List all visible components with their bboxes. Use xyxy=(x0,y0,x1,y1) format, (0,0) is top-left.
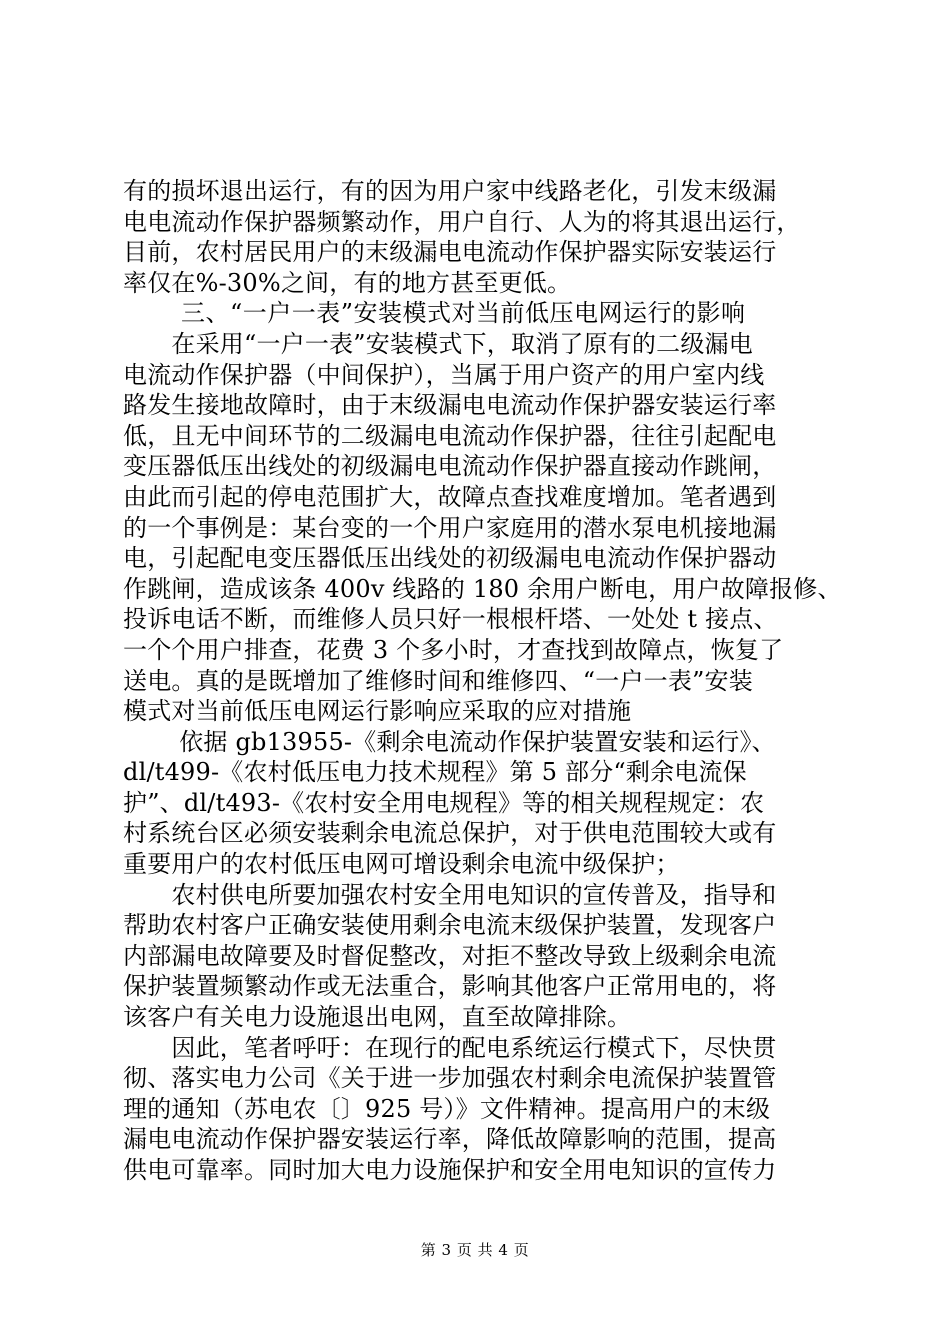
text-line: 投诉电话不断，而维修人员只好一根根杆塔、一处处 t 接点、 xyxy=(123,605,778,634)
text-line: 变压器低压出线处的初级漏电电流动作保护器直接动作跳闸， xyxy=(123,452,777,481)
text-line: 由此而引起的停电范围扩大，故障点查找难度增加。笔者遇到 xyxy=(123,482,777,511)
text-line: 供电可靠率。同时加大电力设施保护和安全用电知识的宣传力 xyxy=(123,1156,777,1184)
text-line: 帮助农村客户正确安装使用剩余电流末级保护装置，发现客户 xyxy=(123,911,777,940)
text-line: 村系统台区必须安装剩余电流总保护，对于供电范围较大或有 xyxy=(123,819,777,848)
text-line: 模式对当前低压电网运行影响应采取的应对措施 xyxy=(123,697,632,726)
text-line: 的一个事例是：某台变的一个用户家庭用的潜水泵电机接地漏 xyxy=(123,513,777,542)
text-line: 彻、落实电力公司《关于进一步加强农村剩余电流保护装置管 xyxy=(123,1064,777,1093)
text-line: 依据 gb13955-《剩余电流动作保护装置安装和运行》、 xyxy=(123,727,776,756)
text-line: 该客户有关电力设施退出电网，直至故障排除。 xyxy=(123,1003,632,1032)
text-line: 一个个用户排查，花费 3 个多小时，才查找到故障点，恢复了 xyxy=(123,635,784,664)
text-line: 率仅在%-30%之间，有的地方甚至更低。 xyxy=(123,268,572,297)
text-line: 内部漏电故障要及时督促整改，对拒不整改导致上级剩余电流 xyxy=(123,941,777,970)
text-line: 电流动作保护器（中间保护），当属于用户资产的用户室内线 xyxy=(123,360,765,389)
section-heading: 三、“一户一表”安装模式对当前低压电网运行的影响 xyxy=(181,299,746,328)
text-line: 路发生接地故障时，由于末级漏电电流动作保护器安装运行率 xyxy=(123,391,777,420)
text-line: 保护装置频繁动作或无法重合，影响其他客户正常用电的，将 xyxy=(123,972,777,1001)
text-line: 因此，笔者呼吁：在现行的配电系统运行模式下，尽快贯 xyxy=(123,1033,777,1062)
text-line: 作跳闸，造成该条 400v 线路的 180 余用户断电，用户故障报修、 xyxy=(123,574,842,603)
text-line: 电电流动作保护器频繁动作，用户自行、人为的将其退出运行， xyxy=(123,207,801,236)
text-line: 重要用户的农村低压电网可增设剩余电流中级保护； xyxy=(123,850,680,879)
document-body xyxy=(123,176,842,1186)
text-line: 送电。真的是既增加了维修时间和维修四、“一户一表”安装 xyxy=(123,666,753,695)
text-line: 护”、dl/t493-《农村安全用电规程》等的相关规程规定：农 xyxy=(123,788,765,817)
text-line: 漏电电流动作保护器安装运行率，降低故障影响的范围，提高 xyxy=(123,1125,777,1154)
text-line: 目前，农村居民用户的末级漏电电流动作保护器实际安装运行 xyxy=(123,238,777,267)
page-number: 第 3 页 共 4 页 xyxy=(420,1241,530,1259)
text-line: 农村供电所要加强农村安全用电知识的宣传普及，指导和 xyxy=(123,880,777,909)
text-line: 电，引起配电变压器低压出线处的初级漏电电流动作保护器动 xyxy=(123,544,777,573)
text-line: 低，且无中间环节的二级漏电电流动作保护器，往往引起配电 xyxy=(123,421,777,450)
text-line: 有的损坏退出运行，有的因为用户家中线路老化，引发末级漏 xyxy=(123,177,777,205)
text-line: dl/t499-《农村低压电力技术规程》第 5 部分“剩余电流保 xyxy=(123,758,747,787)
text-line: 理的通知（苏电农〔〕925 号）》文件精神。提高用户的末级 xyxy=(123,1094,771,1123)
text-line: 在采用“一户一表”安装模式下，取消了原有的二级漏电 xyxy=(123,329,753,358)
